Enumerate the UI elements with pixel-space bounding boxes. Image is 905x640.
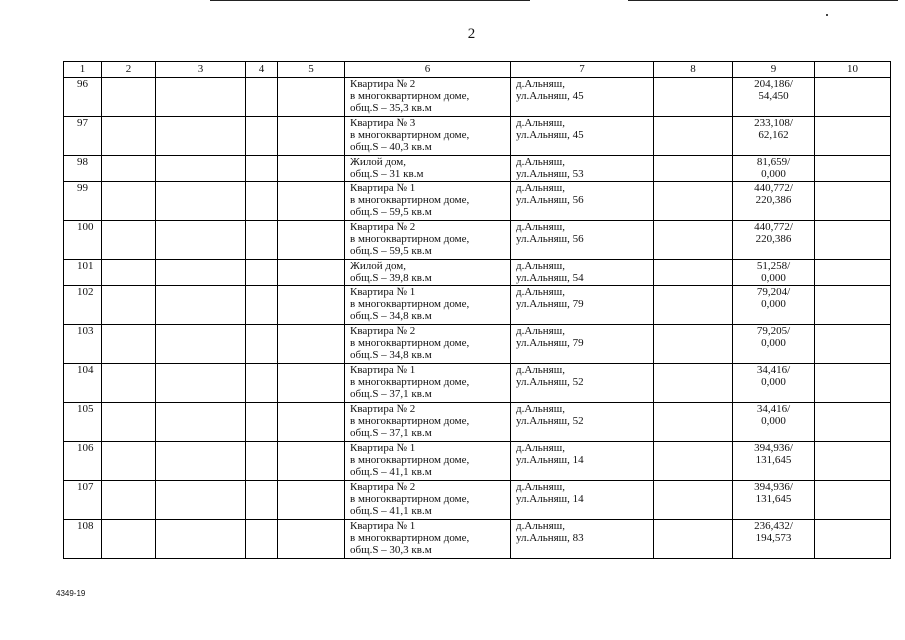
- value-cell: 81,659/ 0,000: [733, 156, 815, 182]
- row-number-cell: 100: [64, 221, 102, 260]
- empty-cell: [102, 325, 156, 364]
- empty-cell: [654, 442, 733, 481]
- empty-cell: [815, 221, 891, 260]
- object-description-cell: Квартира № 3 в многоквартирном доме, общ.S – 40,3 кв.м: [345, 117, 511, 156]
- scan-top-rule-right: [628, 0, 898, 1]
- table-row: [64, 364, 891, 403]
- object-description-cell: Квартира № 1 в многоквартирном доме, общ.S – 30,3 кв.м: [345, 520, 511, 559]
- column-header: 9: [733, 62, 815, 78]
- empty-cell: [654, 403, 733, 442]
- empty-cell: [156, 221, 246, 260]
- value-cell: 34,416/ 0,000: [733, 403, 815, 442]
- empty-cell: [156, 481, 246, 520]
- empty-cell: [102, 221, 156, 260]
- address-cell: д.Альняш, ул.Альняш, 56: [511, 221, 654, 260]
- empty-cell: [278, 286, 345, 325]
- empty-cell: [102, 260, 156, 286]
- column-header: 2: [102, 62, 156, 78]
- empty-cell: [246, 117, 278, 156]
- row-number-cell: 105: [64, 403, 102, 442]
- object-description-cell: Квартира № 1 в многоквартирном доме, общ.S – 41,1 кв.м: [345, 442, 511, 481]
- empty-cell: [102, 286, 156, 325]
- empty-cell: [815, 481, 891, 520]
- empty-cell: [156, 403, 246, 442]
- empty-cell: [815, 117, 891, 156]
- column-header: 6: [345, 62, 511, 78]
- empty-cell: [278, 221, 345, 260]
- empty-cell: [156, 117, 246, 156]
- row-number-cell: 99: [64, 182, 102, 221]
- empty-cell: [815, 156, 891, 182]
- value-cell: 51,258/ 0,000: [733, 260, 815, 286]
- value-cell: 394,936/ 131,645: [733, 442, 815, 481]
- row-number-cell: 96: [64, 78, 102, 117]
- address-cell: д.Альняш, ул.Альняш, 79: [511, 325, 654, 364]
- object-description-cell: Квартира № 2 в многоквартирном доме, общ.S – 59,5 кв.м: [345, 221, 511, 260]
- row-number-cell: 106: [64, 442, 102, 481]
- value-cell: 394,936/ 131,645: [733, 481, 815, 520]
- address-cell: д.Альняш, ул.Альняш, 53: [511, 156, 654, 182]
- empty-cell: [278, 182, 345, 221]
- object-description-cell: Квартира № 1 в многоквартирном доме, общ.S – 34,8 кв.м: [345, 286, 511, 325]
- row-number-cell: 101: [64, 260, 102, 286]
- address-cell: д.Альняш, ул.Альняш, 45: [511, 117, 654, 156]
- empty-cell: [654, 221, 733, 260]
- empty-cell: [815, 364, 891, 403]
- table-row: [64, 182, 891, 221]
- row-number-cell: 107: [64, 481, 102, 520]
- empty-cell: [815, 260, 891, 286]
- column-header: 1: [64, 62, 102, 78]
- empty-cell: [278, 156, 345, 182]
- empty-cell: [102, 78, 156, 117]
- empty-cell: [278, 442, 345, 481]
- address-cell: д.Альняш, ул.Альняш, 45: [511, 78, 654, 117]
- table-row: [64, 286, 891, 325]
- table-row: [64, 117, 891, 156]
- value-cell: 440,772/ 220,386: [733, 221, 815, 260]
- empty-cell: [278, 364, 345, 403]
- address-cell: д.Альняш, ул.Альняш, 83: [511, 520, 654, 559]
- row-number-cell: 108: [64, 520, 102, 559]
- empty-cell: [156, 286, 246, 325]
- empty-cell: [815, 325, 891, 364]
- object-description-cell: Квартира № 1 в многоквартирном доме, общ.S – 59,5 кв.м: [345, 182, 511, 221]
- empty-cell: [278, 481, 345, 520]
- empty-cell: [278, 520, 345, 559]
- empty-cell: [246, 364, 278, 403]
- row-number-cell: 98: [64, 156, 102, 182]
- empty-cell: [246, 520, 278, 559]
- row-number-cell: 97: [64, 117, 102, 156]
- object-description-cell: Квартира № 2 в многоквартирном доме, общ.S – 35,3 кв.м: [345, 78, 511, 117]
- empty-cell: [815, 286, 891, 325]
- empty-cell: [102, 481, 156, 520]
- empty-cell: [156, 364, 246, 403]
- empty-cell: [815, 442, 891, 481]
- table-row: [64, 221, 891, 260]
- object-description-cell: Квартира № 2 в многоквартирном доме, общ.S – 37,1 кв.м: [345, 403, 511, 442]
- value-cell: 204,186/ 54,450: [733, 78, 815, 117]
- table-row: [64, 260, 891, 286]
- empty-cell: [654, 117, 733, 156]
- address-cell: д.Альняш, ул.Альняш, 52: [511, 364, 654, 403]
- empty-cell: [102, 403, 156, 442]
- value-cell: 233,108/ 62,162: [733, 117, 815, 156]
- row-number-cell: 104: [64, 364, 102, 403]
- empty-cell: [246, 442, 278, 481]
- empty-cell: [654, 260, 733, 286]
- empty-cell: [815, 182, 891, 221]
- object-description-cell: Квартира № 1 в многоквартирном доме, общ.S – 37,1 кв.м: [345, 364, 511, 403]
- object-description-cell: Жилой дом, общ.S – 39,8 кв.м: [345, 260, 511, 286]
- empty-cell: [278, 78, 345, 117]
- empty-cell: [815, 520, 891, 559]
- empty-cell: [246, 221, 278, 260]
- empty-cell: [278, 260, 345, 286]
- row-number-cell: 102: [64, 286, 102, 325]
- empty-cell: [815, 403, 891, 442]
- empty-cell: [102, 156, 156, 182]
- empty-cell: [654, 325, 733, 364]
- empty-cell: [156, 78, 246, 117]
- value-cell: 79,205/ 0,000: [733, 325, 815, 364]
- value-cell: 440,772/ 220,386: [733, 182, 815, 221]
- empty-cell: [246, 156, 278, 182]
- scan-dot: [826, 14, 828, 16]
- address-cell: д.Альняш, ул.Альняш, 14: [511, 481, 654, 520]
- empty-cell: [246, 403, 278, 442]
- empty-cell: [156, 325, 246, 364]
- table-row: [64, 520, 891, 559]
- row-number-cell: 103: [64, 325, 102, 364]
- empty-cell: [102, 442, 156, 481]
- column-header: 8: [654, 62, 733, 78]
- empty-cell: [102, 520, 156, 559]
- register-body: [64, 62, 891, 559]
- empty-cell: [654, 182, 733, 221]
- table-row: [64, 78, 891, 117]
- empty-cell: [102, 182, 156, 221]
- table-row: [64, 325, 891, 364]
- empty-cell: [815, 78, 891, 117]
- empty-cell: [102, 117, 156, 156]
- column-header: 10: [815, 62, 891, 78]
- empty-cell: [156, 520, 246, 559]
- table-row: [64, 403, 891, 442]
- empty-cell: [156, 156, 246, 182]
- page-number: 2: [467, 26, 476, 42]
- value-cell: 79,204/ 0,000: [733, 286, 815, 325]
- empty-cell: [246, 481, 278, 520]
- value-cell: 236,432/ 194,573: [733, 520, 815, 559]
- empty-cell: [102, 364, 156, 403]
- empty-cell: [278, 325, 345, 364]
- empty-cell: [654, 156, 733, 182]
- address-cell: д.Альняш, ул.Альняш, 79: [511, 286, 654, 325]
- empty-cell: [246, 286, 278, 325]
- column-header: 7: [511, 62, 654, 78]
- header-row: [64, 62, 891, 78]
- table-row: [64, 156, 891, 182]
- column-header: 3: [156, 62, 246, 78]
- empty-cell: [278, 403, 345, 442]
- empty-cell: [246, 182, 278, 221]
- object-description-cell: Жилой дом, общ.S – 31 кв.м: [345, 156, 511, 182]
- empty-cell: [654, 520, 733, 559]
- object-description-cell: Квартира № 2 в многоквартирном доме, общ.S – 41,1 кв.м: [345, 481, 511, 520]
- scan-top-rule: [210, 0, 530, 1]
- column-header: 5: [278, 62, 345, 78]
- address-cell: д.Альняш, ул.Альняш, 54: [511, 260, 654, 286]
- empty-cell: [278, 117, 345, 156]
- address-cell: д.Альняш, ул.Альняш, 14: [511, 442, 654, 481]
- empty-cell: [654, 481, 733, 520]
- empty-cell: [246, 260, 278, 286]
- value-cell: 34,416/ 0,000: [733, 364, 815, 403]
- empty-cell: [156, 182, 246, 221]
- empty-cell: [246, 78, 278, 117]
- empty-cell: [654, 78, 733, 117]
- document-code: 4349-19: [56, 589, 86, 598]
- table-row: [64, 442, 891, 481]
- address-cell: д.Альняш, ул.Альняш, 52: [511, 403, 654, 442]
- property-register-table: [63, 61, 891, 559]
- empty-cell: [156, 442, 246, 481]
- empty-cell: [246, 325, 278, 364]
- object-description-cell: Квартира № 2 в многоквартирном доме, общ.S – 34,8 кв.м: [345, 325, 511, 364]
- address-cell: д.Альняш, ул.Альняш, 56: [511, 182, 654, 221]
- empty-cell: [156, 260, 246, 286]
- empty-cell: [654, 286, 733, 325]
- empty-cell: [654, 364, 733, 403]
- column-header: 4: [246, 62, 278, 78]
- table-row: [64, 481, 891, 520]
